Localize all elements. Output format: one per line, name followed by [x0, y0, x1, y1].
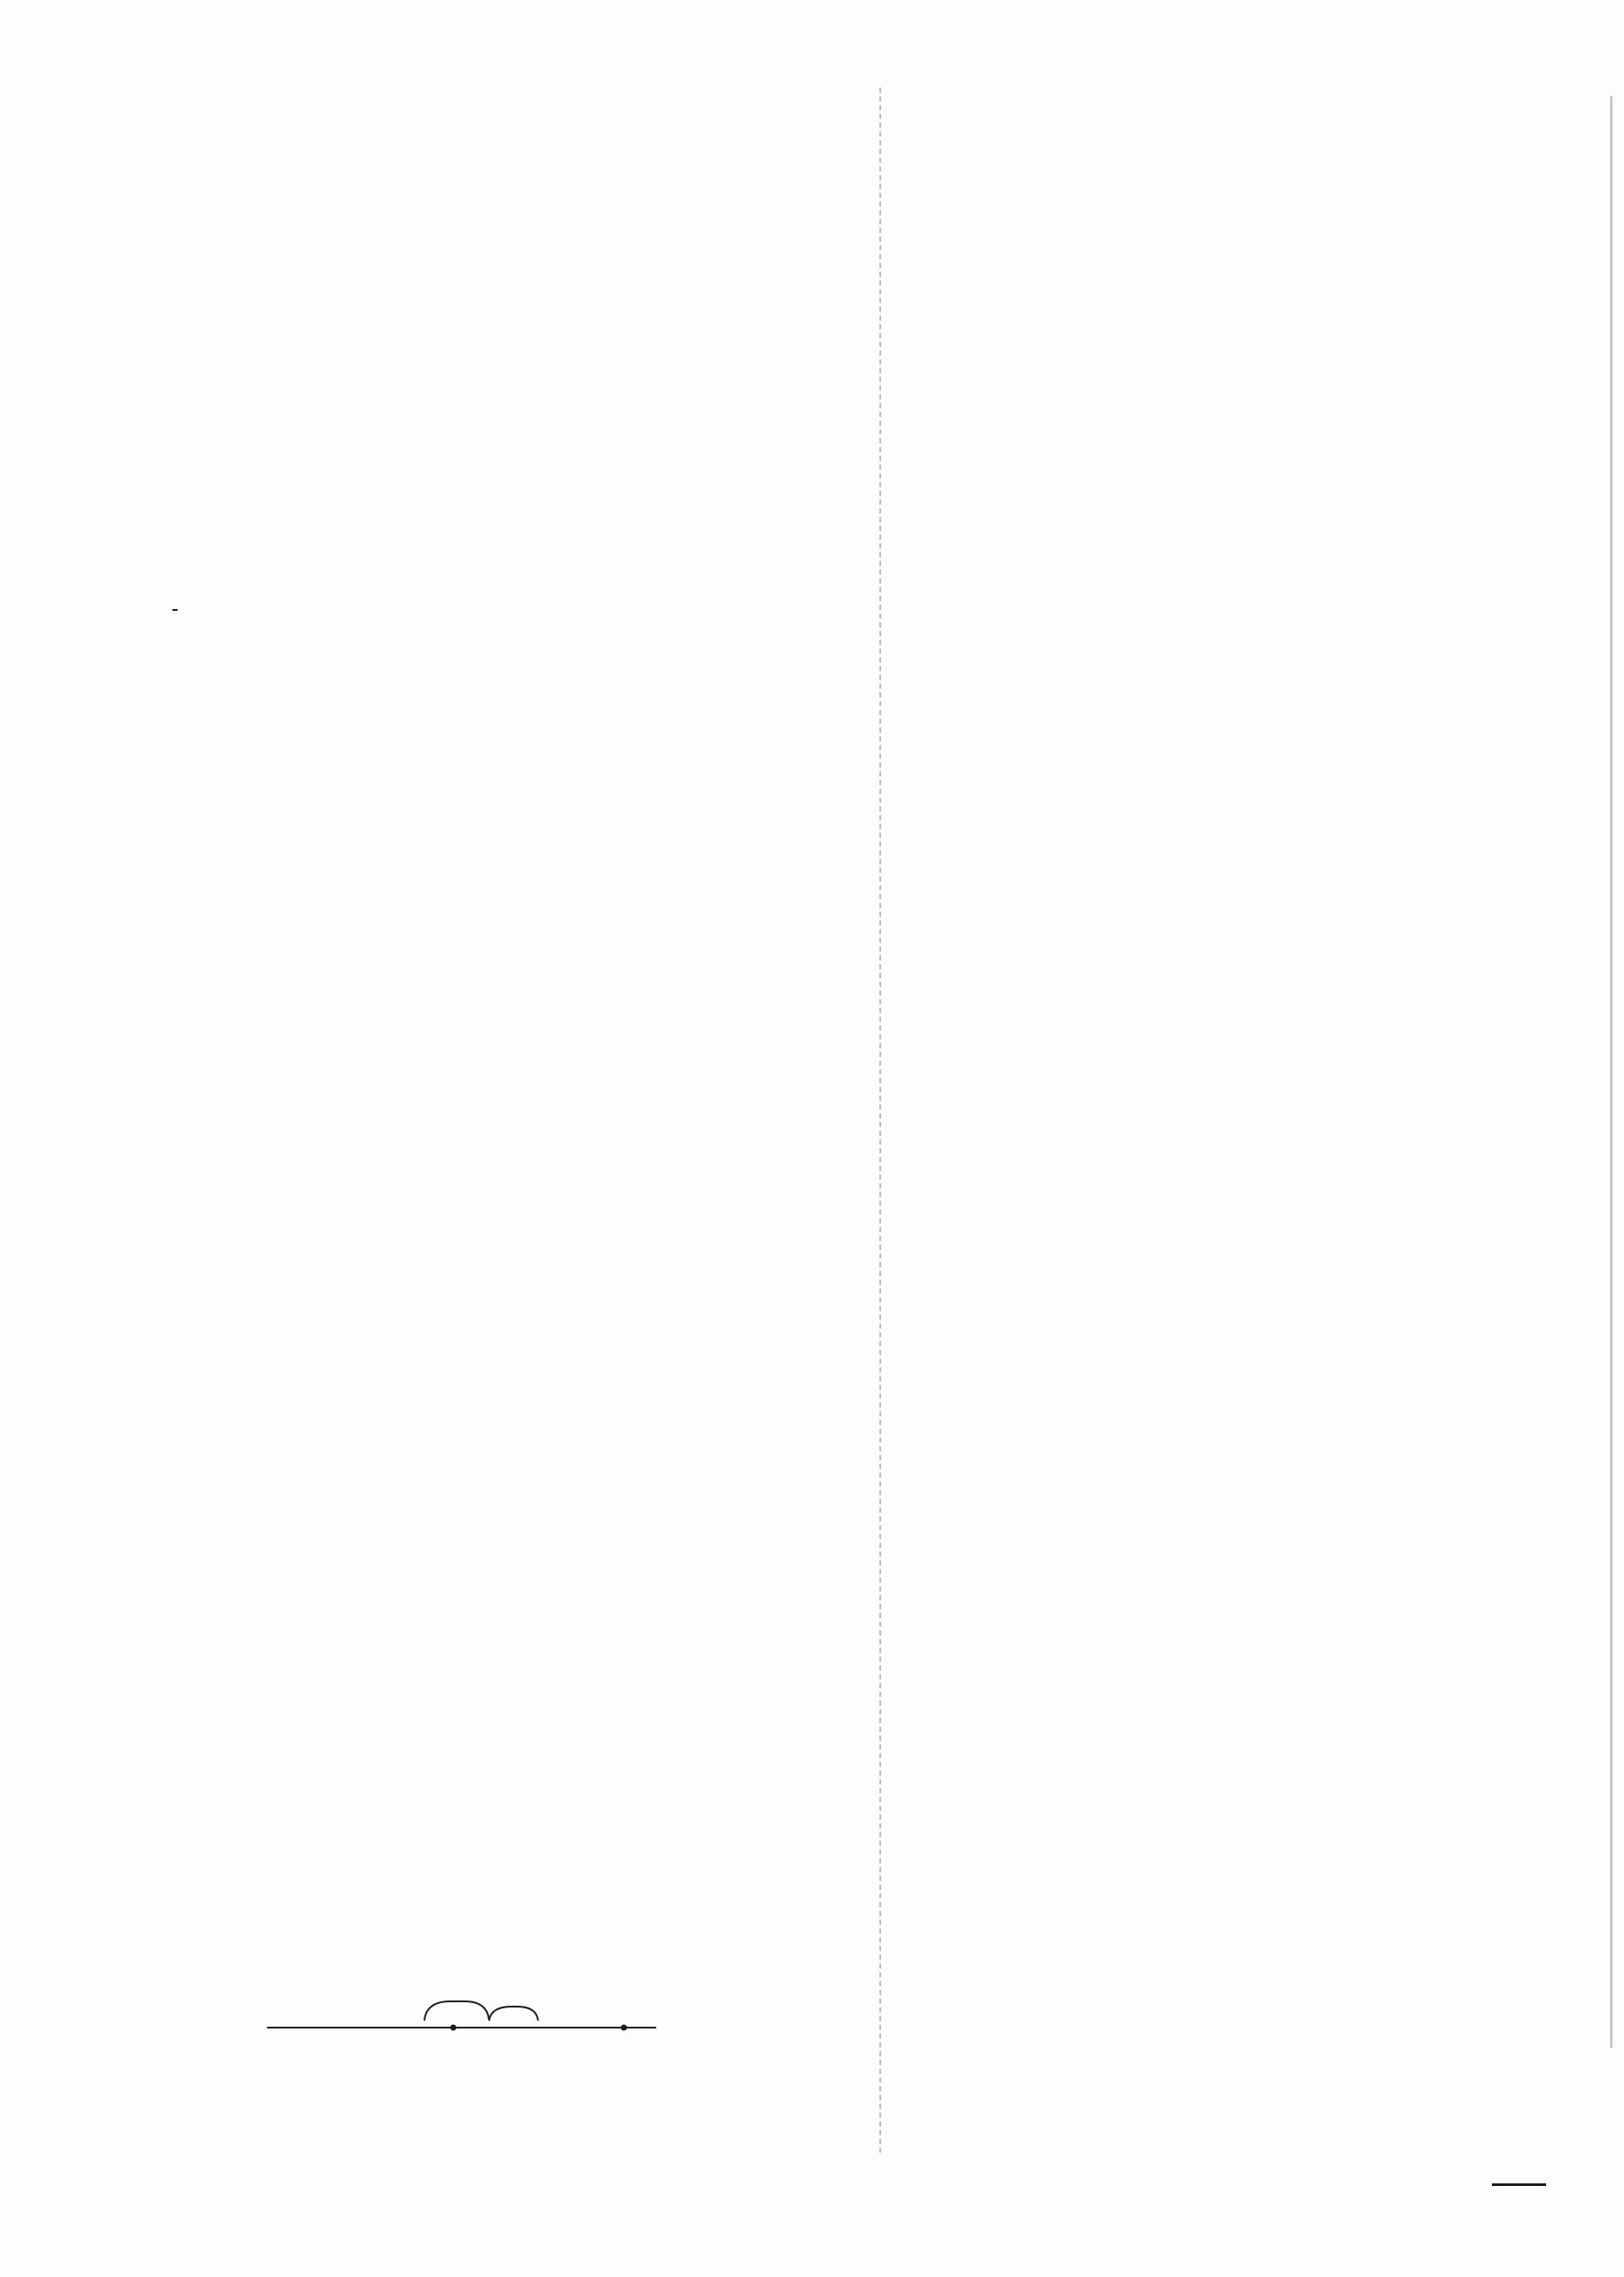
number-line-diagram [171, 1930, 849, 2070]
number-line-svg [171, 1930, 849, 2070]
fraction [172, 609, 178, 611]
page-number-dash [1492, 2183, 1546, 2186]
point-gym [451, 2025, 457, 2031]
column-divider [879, 88, 881, 2153]
brace-1400 [424, 2001, 489, 2021]
fraction-numerator [172, 609, 178, 611]
point-library [621, 2025, 627, 2031]
page-edge [1610, 96, 1613, 2048]
answer-line-q1 [171, 592, 179, 627]
brace-1000 [489, 2007, 538, 2021]
